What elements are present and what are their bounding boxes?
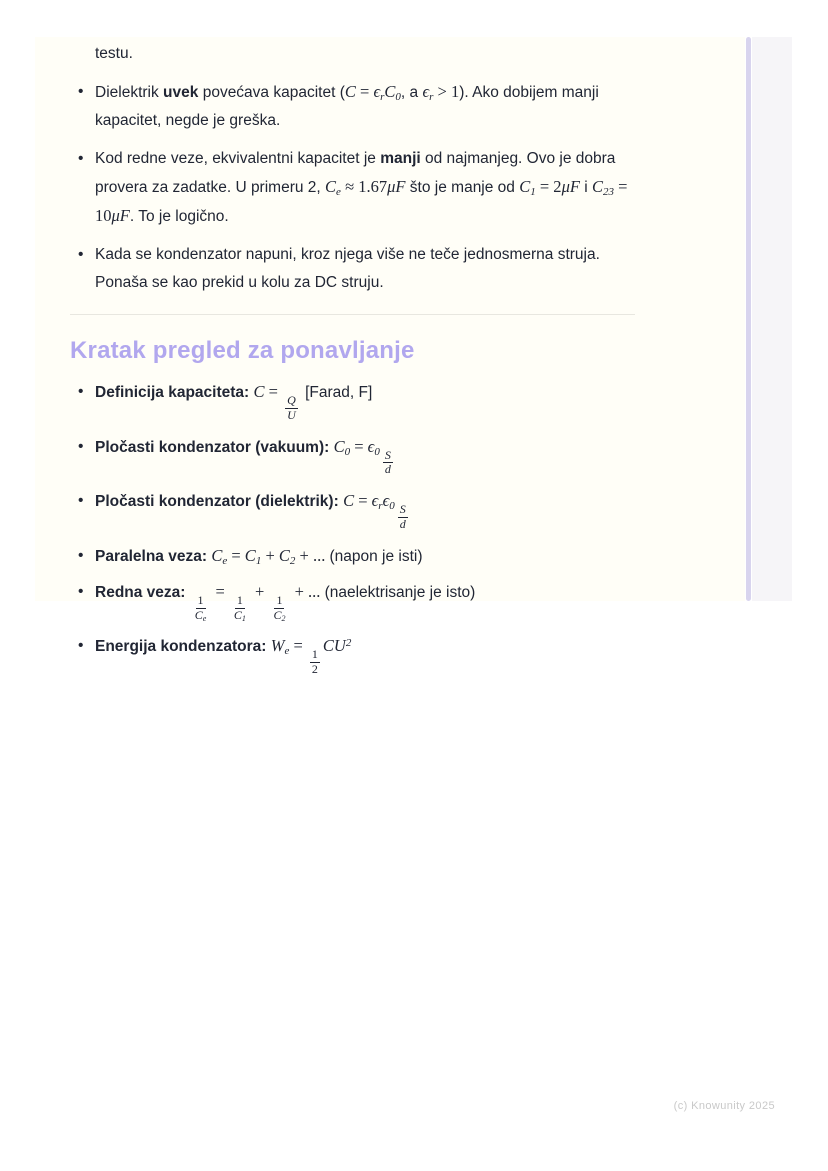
bold-text: Energija kondenzatora:	[95, 638, 271, 656]
list-item	[95, 635, 645, 677]
text-run: povećava kapacitet (	[198, 84, 345, 101]
bold-text: Pločasti kondenzator (vakuum):	[95, 438, 334, 456]
math-text: $\epsilon_r$	[373, 82, 385, 103]
footer-copyright: (c) Knowunity 2025	[673, 1100, 775, 1112]
math-text: 1	[311, 647, 318, 662]
math-fraction	[193, 594, 209, 623]
math-text: μF	[111, 206, 130, 225]
bold-text: Paralelna veza:	[95, 547, 212, 565]
math-text: =	[289, 636, 307, 656]
math-text: 1	[197, 592, 204, 607]
math-fraction	[398, 503, 408, 532]
math-subscript: 0	[395, 91, 401, 103]
text-run: , a	[400, 84, 423, 101]
math-text: > 1	[433, 82, 460, 101]
math-text: C	[253, 382, 265, 401]
math-text: S	[399, 502, 406, 517]
text-run: [Farad, F]	[300, 384, 373, 401]
math-fraction	[310, 648, 320, 677]
list-item	[95, 581, 645, 623]
notes-list	[95, 78, 635, 297]
math-subscript: r	[429, 91, 434, 103]
math-text: $\epsilon_r$	[371, 491, 383, 513]
math-subscript: 23	[603, 186, 615, 198]
list-item	[95, 436, 645, 478]
math-text: 1	[236, 592, 243, 607]
math-subscript: e	[284, 645, 290, 658]
math-text: C	[344, 82, 356, 101]
math-text: =	[211, 581, 229, 601]
text-run: Kod redne veze, ekvivalentni kapacitet je	[95, 150, 381, 167]
math-text: = 2	[535, 177, 562, 196]
math-subscript: 1	[241, 613, 246, 623]
math-text: U	[287, 407, 296, 422]
math-subscript: 2	[281, 613, 286, 623]
math-subscript: e	[336, 186, 341, 198]
text-run: što je manje od	[405, 179, 520, 196]
math-text: $\epsilon_0$	[382, 491, 395, 513]
math-text: $C_2$	[278, 545, 296, 567]
math-subscript: 0	[389, 500, 395, 513]
math-text: =	[227, 545, 245, 565]
text-run: ). Ako dobijem manji kapacitet, negde je greška.	[95, 84, 599, 129]
math-subscript: 0	[374, 445, 380, 458]
bold-text: Pločasti kondenzator (dielektrik):	[95, 493, 344, 511]
text-run: (naelektrisanje je isto)	[324, 583, 476, 601]
list-item	[95, 490, 645, 532]
section-heading: Kratak pregled za ponavljanje	[70, 337, 415, 364]
math-text: =	[350, 436, 368, 456]
list-item	[95, 545, 645, 568]
text-run: (napon je isti)	[329, 547, 423, 565]
document-page	[35, 37, 745, 677]
math-text: μF	[561, 177, 580, 196]
list-item	[95, 241, 635, 297]
math-text: $C_e$	[211, 545, 228, 567]
text-run: Dielektrik	[95, 84, 164, 101]
math-text: C	[194, 607, 203, 622]
math-text: $C_1$	[244, 545, 262, 567]
math-subscript: r	[378, 500, 383, 513]
math-superscript: 2	[345, 637, 352, 650]
math-text: $\epsilon_r$	[422, 82, 434, 103]
math-text: + ...	[295, 545, 330, 565]
math-text: $C_0$	[384, 82, 401, 103]
intro-paragraph: testu.	[95, 45, 133, 62]
math-text: =	[264, 382, 283, 401]
list-item	[95, 78, 635, 135]
math-text: $C_{23}$	[592, 177, 615, 198]
math-subscript: 0	[344, 445, 351, 458]
math-text: C	[233, 607, 242, 622]
math-text: $U^2$	[333, 636, 352, 656]
text-run: i	[579, 179, 592, 196]
math-text: $W_e$	[270, 636, 290, 658]
math-text: + ...	[290, 581, 325, 601]
math-subscript: 1	[530, 186, 536, 198]
bold-text: Redna veza:	[95, 583, 190, 601]
math-text: 2	[311, 662, 318, 677]
math-text: d	[399, 516, 406, 531]
math-subscript: 1	[255, 554, 262, 567]
math-text: Q	[287, 393, 296, 407]
math-fraction	[383, 449, 393, 478]
math-text: $C_0$	[333, 436, 351, 458]
math-subscript: e	[202, 613, 207, 623]
review-list	[95, 381, 645, 677]
math-text: = 10	[95, 177, 628, 225]
page-edge-accent-line	[746, 37, 751, 601]
math-text: 1	[276, 592, 283, 607]
math-fraction	[271, 594, 287, 623]
bold-text: manji	[380, 150, 421, 167]
bold-text: uvek	[163, 84, 199, 101]
math-text: $C_e$	[325, 177, 341, 198]
math-subscript: e	[222, 554, 228, 567]
math-text: d	[384, 462, 391, 477]
next-page-preview	[752, 37, 792, 601]
notes-section	[35, 37, 745, 297]
text-run: Kada se kondenzator napuni, kroz njega više ne teče jednosmerna struja. Ponaša se kao prekid u kolu za DC struju.	[95, 246, 600, 291]
list-item	[95, 145, 635, 231]
math-text: S	[384, 447, 391, 462]
list-item	[95, 381, 645, 423]
math-text: +	[250, 581, 269, 601]
math-text: C	[273, 607, 282, 622]
math-text: +	[261, 545, 279, 565]
text-run: . To je logično.	[129, 208, 229, 225]
math-text: $C_1$	[519, 177, 536, 198]
math-text: =	[354, 491, 372, 511]
section-divider	[70, 314, 635, 315]
math-text: =	[355, 82, 374, 101]
math-text: μF	[387, 177, 406, 196]
text-run: od najmanjeg. Ovo je dobra provera za zadatke. U primeru 2,	[95, 150, 616, 196]
math-subscript: r	[380, 91, 385, 103]
review-section	[35, 365, 745, 677]
math-text: $\epsilon_0$	[367, 436, 380, 458]
math-text: C	[322, 636, 334, 656]
math-fraction	[285, 394, 298, 423]
math-subscript: 2	[289, 554, 296, 567]
math-fraction	[232, 594, 248, 623]
bold-text: Definicija kapaciteta:	[95, 384, 254, 401]
math-text: ≈ 1.67	[340, 177, 388, 196]
math-text: C	[343, 491, 355, 511]
